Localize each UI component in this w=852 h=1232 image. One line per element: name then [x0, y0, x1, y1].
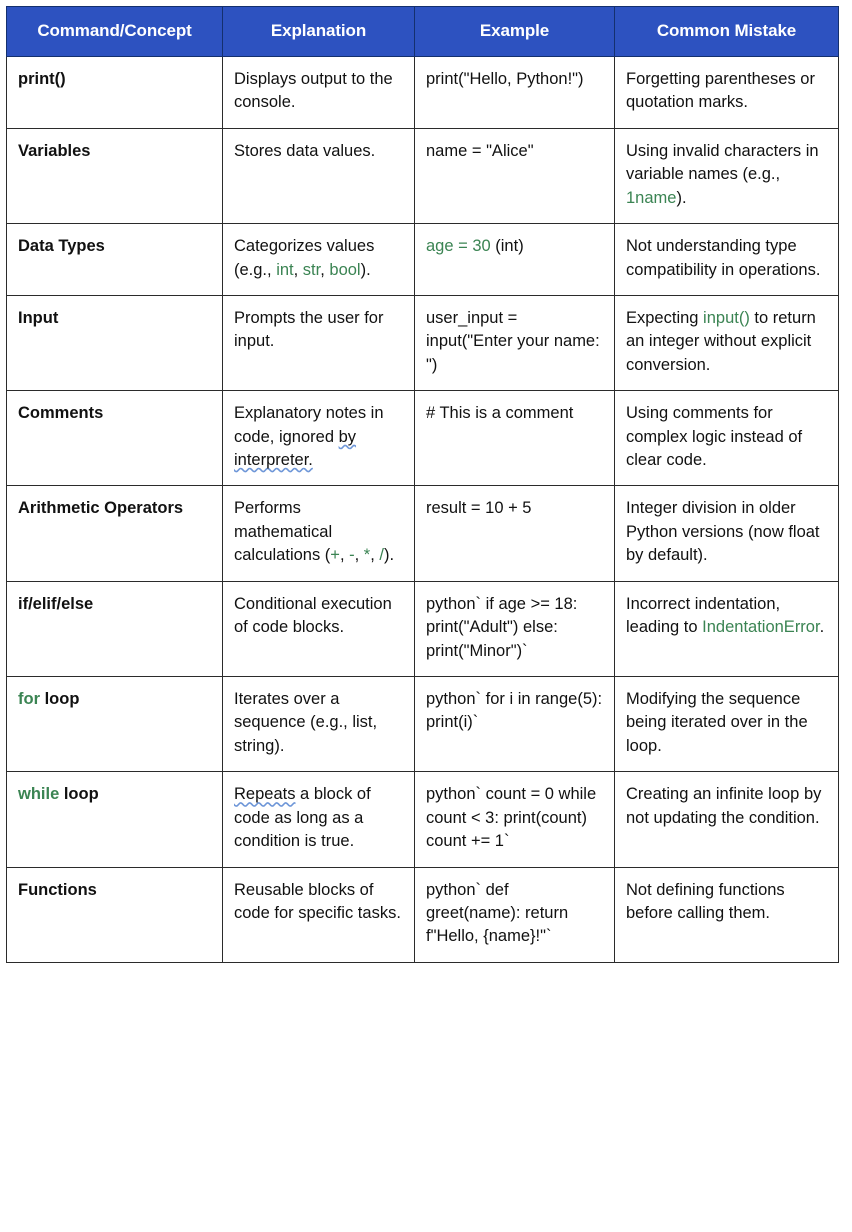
cell-example: # This is a comment	[415, 391, 615, 486]
cell-example: python` count = 0 while count < 3: print(count) count += 1`	[415, 772, 615, 867]
separator-text: ,	[370, 546, 380, 565]
cell-explanation: Prompts the user for input.	[223, 295, 415, 390]
mistake-text: Using invalid characters in variable names (e.g.,	[626, 141, 819, 184]
separator-text: ,	[354, 546, 364, 565]
cell-example: result = 10 + 5	[415, 486, 615, 581]
operator-token-asterisk: *	[363, 546, 371, 565]
inline-code-token: bool	[329, 260, 361, 279]
explanation-text: Performs mathematical calculations (	[234, 499, 333, 565]
cell-concept: Variables	[7, 128, 223, 223]
separator-text: ,	[320, 260, 330, 279]
mistake-text: Expecting	[626, 308, 704, 327]
cell-concept: Data Types	[7, 224, 223, 296]
table-row	[7, 391, 839, 486]
explanation-text-tail: ).	[360, 260, 371, 279]
cell-mistake: Creating an infinite loop by not updating the condition.	[615, 772, 839, 867]
explanation-text-tail: ).	[383, 546, 395, 565]
spellcheck-flagged-text: Repeats	[234, 785, 296, 804]
example-text-tail: (int)	[490, 237, 524, 256]
operator-token-slash: /	[379, 546, 384, 565]
keyword-token-for: for	[18, 690, 40, 709]
cell-explanation	[223, 772, 415, 867]
cell-example	[415, 224, 615, 296]
cell-explanation: Stores data values.	[223, 128, 415, 223]
cell-concept: Input	[7, 295, 223, 390]
cell-explanation: Displays output to the console.	[223, 57, 415, 129]
table-row	[7, 772, 839, 867]
cell-concept: Functions	[7, 867, 223, 962]
concept-text-tail: loop	[59, 785, 99, 804]
mistake-text-tail: ).	[676, 188, 687, 207]
header-row	[7, 7, 839, 57]
mistake-text-tail: .	[819, 618, 825, 637]
separator-text: ,	[293, 260, 303, 279]
cell-concept: print()	[7, 57, 223, 129]
column-header-explanation: Explanation	[223, 7, 415, 57]
inline-code-token: IndentationError	[702, 618, 820, 637]
cell-mistake: Not understanding type compatibility in operations.	[615, 224, 839, 296]
cell-mistake: Forgetting parentheses or quotation marks.	[615, 57, 839, 129]
cell-explanation: Reusable blocks of code for specific tasks.	[223, 867, 415, 962]
cell-mistake: Modifying the sequence being iterated over in the loop.	[615, 677, 839, 772]
mistake-text: Incorrect indentation, leading to	[626, 594, 781, 637]
cell-explanation	[223, 391, 415, 486]
table-row	[7, 486, 839, 581]
table-row	[7, 677, 839, 772]
inline-code-token: int	[276, 260, 294, 279]
table-row	[7, 57, 839, 129]
cell-concept	[7, 677, 223, 772]
cell-concept: Comments	[7, 391, 223, 486]
explanation-text: Categorizes values (e.g.,	[234, 237, 375, 279]
cell-concept: Arithmetic Operators	[7, 486, 223, 581]
concept-text-tail: loop	[40, 690, 80, 709]
python-reference-table	[6, 6, 839, 963]
cell-explanation: Conditional execution of code blocks.	[223, 581, 415, 676]
separator-text: ,	[339, 546, 350, 565]
explanation-text: Explanatory notes in code, ignored	[234, 404, 384, 446]
column-header-example: Example	[415, 7, 615, 57]
table-row	[7, 867, 839, 962]
table-body	[7, 57, 839, 963]
table-row	[7, 295, 839, 390]
operator-token-minus: -	[349, 546, 355, 565]
table-row	[7, 581, 839, 676]
column-header-command-concept: Command/Concept	[7, 7, 223, 57]
inline-code-token: str	[302, 260, 321, 279]
cell-explanation	[223, 486, 415, 581]
cell-concept	[7, 772, 223, 867]
explanation-text-tail: a block of code as long as a condition is true.	[234, 785, 371, 851]
inline-code-token: input()	[703, 308, 750, 327]
table-row	[7, 224, 839, 296]
cell-concept: if/elif/else	[7, 581, 223, 676]
cell-example: print("Hello, Python!")	[415, 57, 615, 129]
cell-mistake: Integer division in older Python versions (now float by default).	[615, 486, 839, 581]
keyword-token-while: while	[18, 785, 60, 804]
cell-mistake	[615, 581, 839, 676]
cell-mistake: Using comments for complex logic instead of clear code.	[615, 391, 839, 486]
cell-example: name = "Alice"	[415, 128, 615, 223]
cell-mistake	[615, 128, 839, 223]
spellcheck-flagged-text: by interpreter.	[234, 427, 357, 470]
cell-example: user_input = input("Enter your name: ")	[415, 295, 615, 390]
inline-code-token: 1name	[626, 188, 677, 207]
cell-example: python` for i in range(5): print(i)`	[415, 677, 615, 772]
cell-explanation: Iterates over a sequence (e.g., list, string).	[223, 677, 415, 772]
operator-token-plus: +	[330, 546, 340, 565]
cell-mistake	[615, 295, 839, 390]
inline-code-token: age = 30	[426, 237, 491, 256]
table-header	[7, 7, 839, 57]
cell-mistake: Not defining functions before calling them.	[615, 867, 839, 962]
cell-example: python` if age >= 18: print("Adult") else: print("Minor")`	[415, 581, 615, 676]
column-header-common-mistake: Common Mistake	[615, 7, 839, 57]
table-row	[7, 128, 839, 223]
mistake-text-tail: to return an integer without explicit conversion.	[626, 308, 816, 374]
cell-example: python` def greet(name): return f"Hello, {name}!"`	[415, 867, 615, 962]
cell-explanation	[223, 224, 415, 296]
